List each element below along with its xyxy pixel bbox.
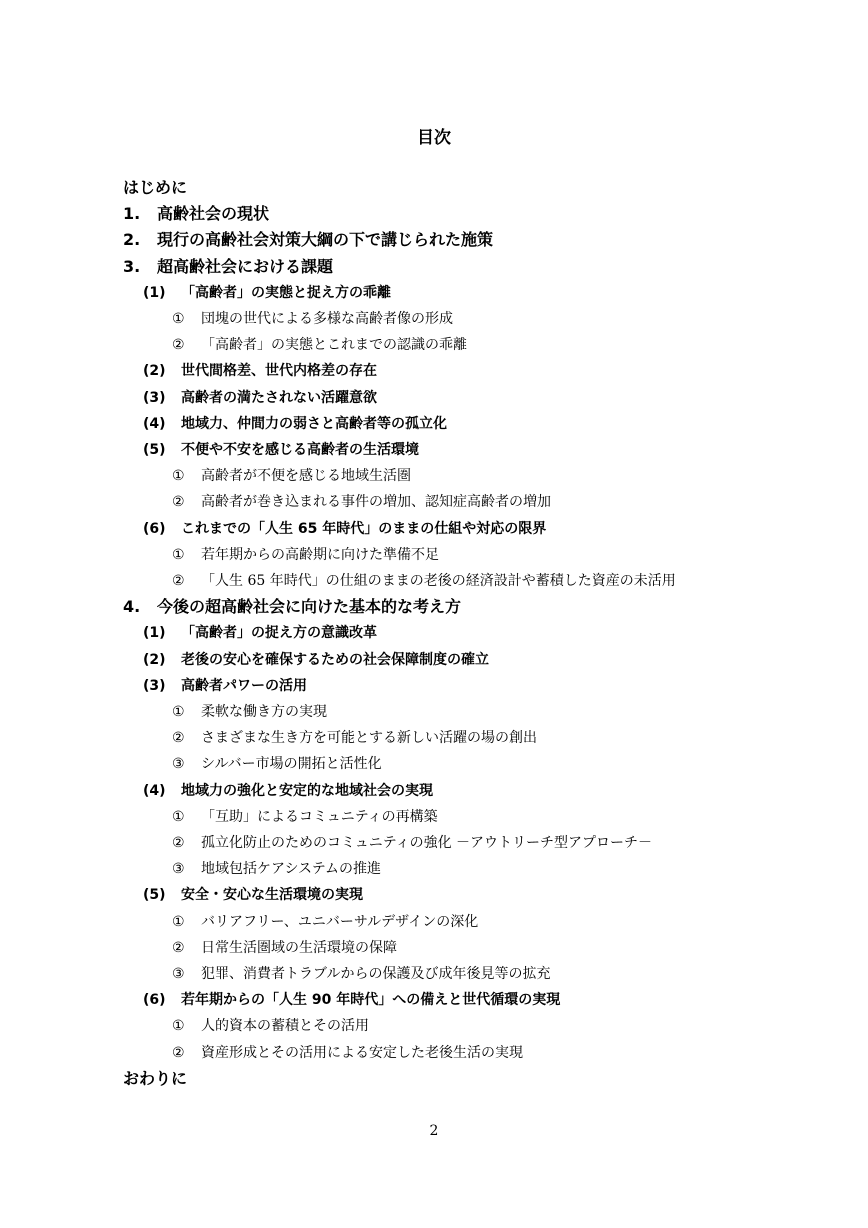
- toc-item-number: (3): [143, 390, 166, 406]
- toc-item-level-2: [0, 333, 868, 357]
- toc-item-number: (6): [143, 521, 166, 537]
- toc-item-level-0: [0, 255, 868, 279]
- toc-item-number: 2.: [123, 230, 141, 249]
- toc-item-level-2: [0, 936, 868, 960]
- toc-item-number: ①: [172, 468, 185, 484]
- toc-item-number: (5): [143, 887, 166, 903]
- toc-item-text: さまざまな生き方を可能とする新しい活躍の場の創出: [201, 730, 537, 746]
- toc-item-number: ①: [172, 1018, 185, 1034]
- toc-item-level-2: [0, 962, 868, 986]
- toc-item-level-0: [0, 228, 868, 252]
- toc-item-level-1: [0, 779, 868, 803]
- toc-item-text: 老後の安心を確保するための社会保障制度の確立: [181, 652, 489, 668]
- toc-item-text: 高齢者パワーの活用: [181, 678, 307, 694]
- toc-item-number: 3.: [123, 257, 141, 276]
- toc-item-level-1: [0, 648, 868, 672]
- toc-item-number: ②: [172, 337, 185, 353]
- toc-item-text: これまでの「人生 65 年時代」のままの仕組や対応の限界: [181, 521, 547, 537]
- toc-item-level-2: [0, 569, 868, 593]
- toc-item-number: (6): [143, 992, 166, 1008]
- toc-outro-text: おわりに: [123, 1069, 188, 1088]
- toc-item-number: (1): [143, 285, 166, 301]
- toc-item-level-2: [0, 752, 868, 776]
- toc-item-text: バリアフリー、ユニバーサルデザインの深化: [201, 914, 479, 930]
- toc-item-number: ③: [172, 861, 185, 877]
- toc-item-number: ①: [172, 914, 185, 930]
- toc-item-text: 団塊の世代による多様な高齢者像の形成: [201, 311, 453, 327]
- toc-item-text: 地域力の強化と安定的な地域社会の実現: [181, 783, 433, 799]
- toc-item-number: ③: [172, 756, 185, 772]
- toc-item-number: ②: [172, 730, 185, 746]
- toc-item-number: ②: [172, 573, 185, 589]
- page-title: 目次: [417, 128, 451, 148]
- toc-item-text: 「互助」によるコミュニティの再構築: [201, 809, 438, 825]
- toc-item-text: 今後の超高齢社会に向けた基本的な考え方: [157, 597, 462, 616]
- toc-item-level-2: [0, 726, 868, 750]
- toc-item-number: ③: [172, 966, 185, 982]
- toc-item-level-1: [0, 438, 868, 462]
- page-number: 2: [429, 1123, 439, 1139]
- toc-item-level-2: [0, 490, 868, 514]
- toc-item-level-1: [0, 281, 868, 305]
- toc-item-level-1: [0, 412, 868, 436]
- toc-item-number: (5): [143, 442, 166, 458]
- toc-item-text: 現行の高齢社会対策大綱の下で講じられた施策: [157, 230, 494, 249]
- toc-item-text: 「高齢者」の実態とこれまでの認識の乖離: [201, 337, 467, 353]
- toc-item-level-2: [0, 1014, 868, 1038]
- toc-item-text: 超高齢社会における課題: [157, 257, 334, 276]
- toc-item-text: 人的資本の蓄積とその活用: [201, 1018, 369, 1034]
- toc-item-number: 4.: [123, 597, 141, 616]
- toc-item-number: (4): [143, 783, 166, 799]
- toc-item-level-2: [0, 543, 868, 567]
- toc-item-number: ①: [172, 809, 185, 825]
- toc-item-number: (4): [143, 416, 166, 432]
- toc-item-level-2: [0, 307, 868, 331]
- toc-outro: [123, 1067, 187, 1091]
- toc-item-text: 犯罪、消費者トラブルからの保護及び成年後見等の拡充: [201, 966, 551, 982]
- toc-item-number: ②: [172, 494, 185, 510]
- toc-item-number: ①: [172, 547, 185, 563]
- toc-item-number: ①: [172, 704, 185, 720]
- toc-item-text: 高齢者が巻き込まれる事件の増加、認知症高齢者の増加: [201, 494, 551, 510]
- toc-item-number: ②: [172, 940, 185, 956]
- toc-item-text: 若年期からの「人生 90 年時代」への備えと世代循環の実現: [181, 992, 561, 1008]
- toc-item-text: 「人生 65 年時代」の仕組のままの老後の経済設計や蓄積した資産の未活用: [201, 573, 676, 589]
- toc-item-text: 若年期からの高齢期に向けた準備不足: [201, 547, 439, 563]
- toc-item-level-2: [0, 464, 868, 488]
- toc-item-text: 不便や不安を感じる高齢者の生活環境: [181, 442, 419, 458]
- toc-item-text: 「高齢者」の捉え方の意識改革: [181, 625, 377, 641]
- toc-item-number: ②: [172, 835, 185, 851]
- toc-item-level-1: [0, 386, 868, 410]
- toc-item-text: 資産形成とその活用による安定した老後生活の実現: [201, 1045, 523, 1061]
- toc-item-number: (3): [143, 678, 166, 694]
- toc-item-level-2: [0, 910, 868, 934]
- toc-item-text: 高齢者の満たされない活躍意欲: [181, 390, 377, 406]
- toc-item-number: 1.: [123, 204, 141, 223]
- toc-item-text: 安全・安心な生活環境の実現: [181, 887, 363, 903]
- toc-item-text: 「高齢者」の実態と捉え方の乖離: [181, 285, 391, 301]
- toc-item-level-1: [0, 517, 868, 541]
- toc-item-level-0: [0, 595, 868, 619]
- toc-item-number: (2): [143, 652, 166, 668]
- toc-item-level-2: [0, 805, 868, 829]
- toc-intro: [123, 176, 187, 200]
- toc-item-level-2: [0, 1041, 868, 1065]
- toc-item-level-2: [0, 831, 868, 855]
- toc-item-number: ①: [172, 311, 185, 327]
- toc-item-level-2: [0, 857, 868, 881]
- toc-item-text: 地域力、仲間力の弱さと高齢者等の孤立化: [181, 416, 447, 432]
- toc-item-text: 世代間格差、世代内格差の存在: [181, 363, 377, 379]
- toc-item-text: 日常生活圏域の生活環境の保障: [201, 940, 397, 956]
- toc-item-text: シルバー市場の開拓と活性化: [201, 756, 382, 772]
- toc-item-text: 高齢社会の現状: [157, 204, 270, 223]
- toc-item-level-1: [0, 359, 868, 383]
- toc-item-level-0: [0, 202, 868, 226]
- toc-item-text: 孤立化防止のためのコミュニティの強化 －アウトリーチ型アプローチ－: [201, 835, 653, 851]
- toc-item-number: (1): [143, 625, 166, 641]
- toc-item-number: (2): [143, 363, 166, 379]
- toc-item-number: ②: [172, 1045, 185, 1061]
- toc-item-text: 地域包括ケアシステムの推進: [201, 861, 382, 877]
- toc-item-text: 柔軟な働き方の実現: [201, 704, 327, 720]
- toc-item-text: 高齢者が不便を感じる地域生活圏: [201, 468, 411, 484]
- toc-item-level-2: [0, 700, 868, 724]
- toc-intro-text: はじめに: [123, 178, 188, 197]
- toc-item-level-1: [0, 621, 868, 645]
- toc-item-level-1: [0, 883, 868, 907]
- toc-item-level-1: [0, 988, 868, 1012]
- toc-item-level-1: [0, 674, 868, 698]
